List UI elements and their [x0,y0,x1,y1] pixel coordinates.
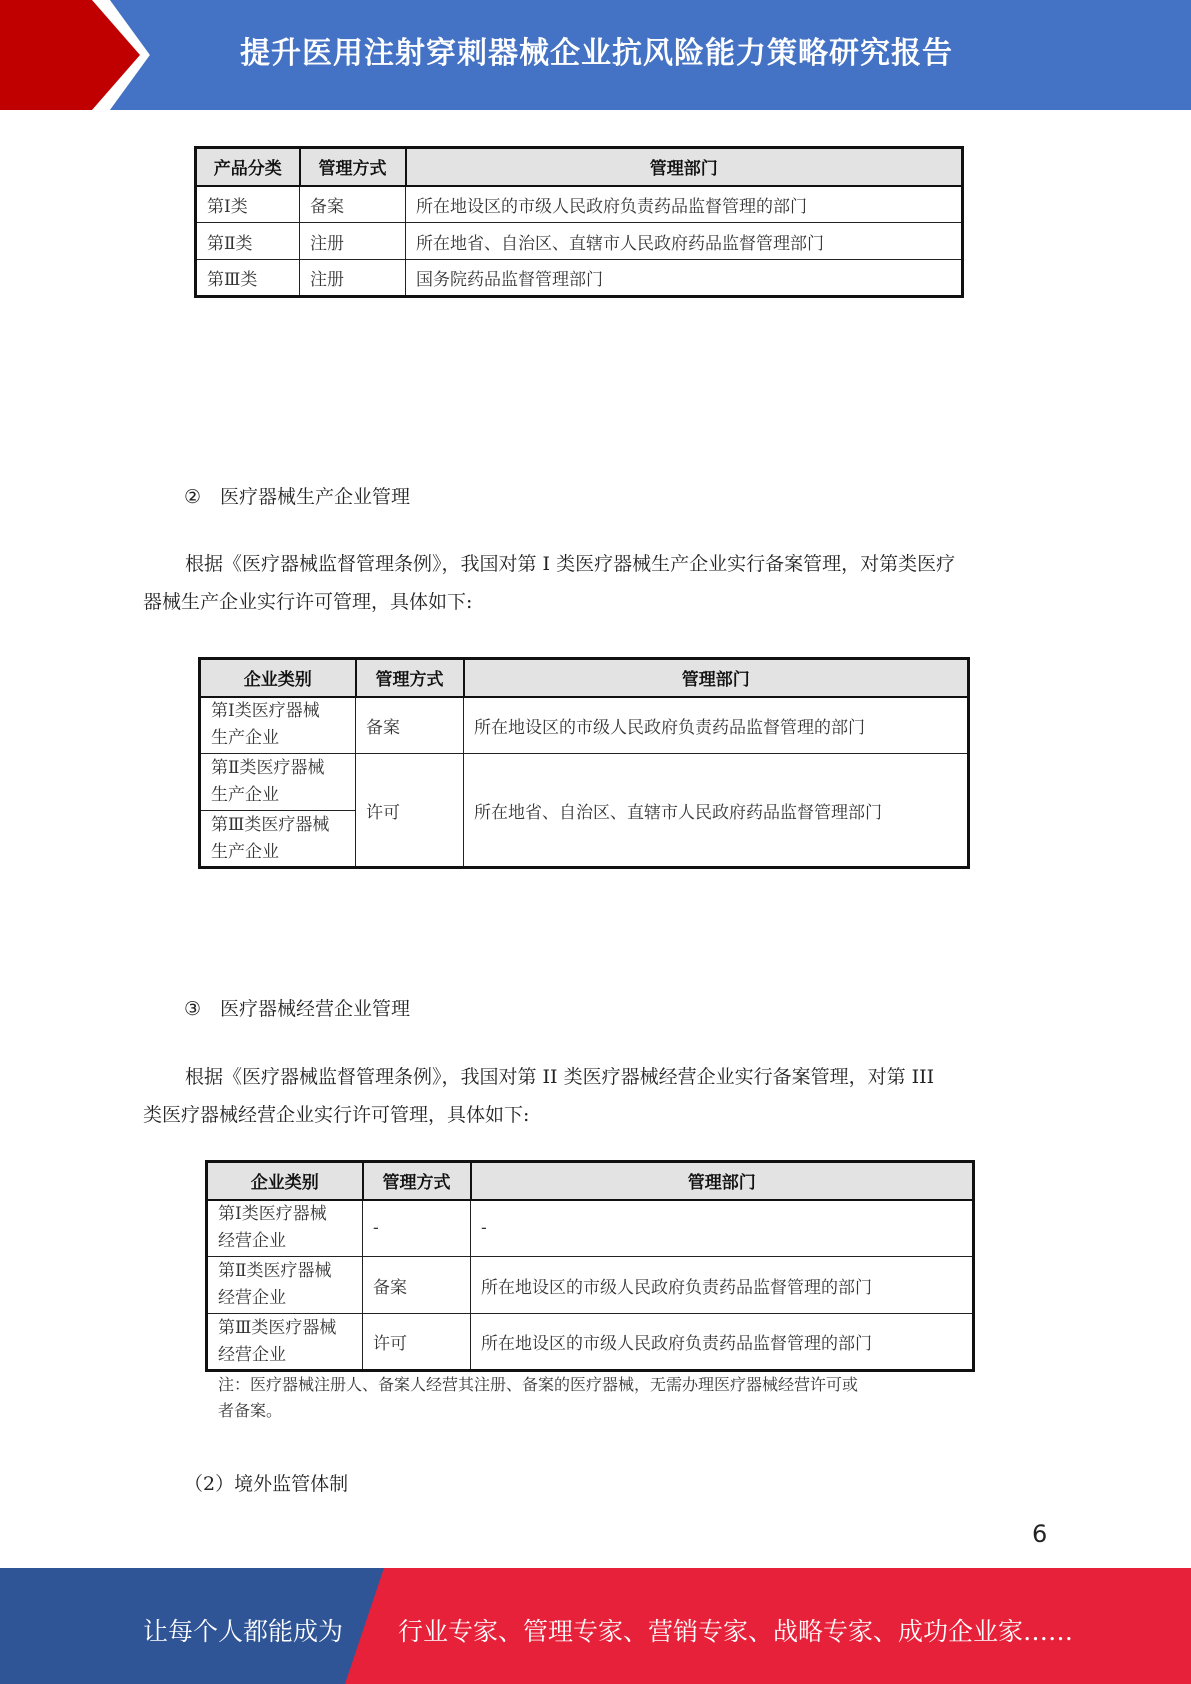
cell-line: 生产企业 [211,728,279,749]
table-cell [207,1314,363,1371]
product-class-table [194,146,964,298]
section-title: 医疗器械经营企业管理 [220,998,411,1020]
table-cell: 所在地设区的市级人民政府负责药品监督管理的部门 [406,186,963,223]
table-cell: 所在地设区的市级人民政府负责药品监督管理的部门 [471,1314,974,1371]
cell-line: 第Ⅲ类医疗器械 [218,1317,337,1338]
section-heading-production [184,482,410,509]
table-row [196,186,963,223]
report-title: 提升医用注射穿刺器械企业抗风险能力策略研究报告 [240,36,953,71]
footer-slogan-right: 行业专家、管理专家、营销专家、战略专家、成功企业家…… [398,1617,1074,1646]
table-row [207,1314,974,1371]
paragraph-line: 类医疗器械经营企业实行许可管理，具体如下: [143,1104,530,1126]
table-cell: 备案 [363,1257,471,1314]
table-cell: 注册 [300,223,406,260]
cell-line: 经营企业 [218,1344,286,1365]
table-cell: 第Ⅱ类 [196,223,300,260]
section-title: 医疗器械生产企业管理 [220,486,411,508]
table-cell [207,1200,363,1257]
table-cell [200,811,356,868]
cell-line: 第Ⅱ类医疗器械 [211,758,325,778]
table-cell [200,754,356,811]
table-cell: 所在地设区的市级人民政府负责药品监督管理的部门 [471,1257,974,1314]
table-note [218,1372,978,1424]
table-cell [200,697,356,754]
table-cell: 所在地省、自治区、直辖市人民政府药品监督管理部门 [406,223,963,260]
table-row [200,754,969,811]
section-number: ③ [184,998,202,1020]
column-header: 企业类别 [207,1162,363,1200]
cell-line: 第Ⅰ类医疗器械 [211,701,320,722]
column-header: 管理方式 [363,1162,471,1200]
section-heading-overseas: （2）境外监管体制 [184,1473,349,1495]
production-enterprise-table [198,657,970,869]
column-header: 管理部门 [464,659,969,697]
column-header: 管理部门 [471,1162,974,1200]
column-header: 企业类别 [200,659,356,697]
table-cell: 许可 [363,1314,471,1371]
note-line: 注：医疗器械注册人、备案人经营其注册、备案的医疗器械，无需办理医疗器械经营许可或 [218,1375,859,1394]
column-header: 管理部门 [406,148,963,186]
distribution-enterprise-table [205,1160,975,1372]
paragraph-line: 根据《医疗器械监督管理条例》，我国对第 II 类医疗器械经营企业实行备案管理，对第 III [185,1066,935,1088]
footer-slogan-left: 让每个人都能成为 [143,1617,344,1646]
table-row [196,260,963,297]
cell-line: 生产企业 [211,841,279,862]
table-cell: 第Ⅰ类 [196,186,300,223]
table-cell: 所在地设区的市级人民政府负责药品监督管理的部门 [464,697,969,754]
table-cell: - [363,1200,471,1257]
cell-line: 第Ⅰ类医疗器械 [218,1204,327,1225]
production-paragraph [143,545,1063,621]
page-number: 6 [1032,1520,1048,1548]
column-header: 管理方式 [356,659,464,697]
table-cell: 所在地省、自治区、直辖市人民政府药品监督管理部门 [464,754,969,868]
page-header [0,0,1191,110]
section-heading-distribution [184,994,410,1021]
cell-line: 生产企业 [211,785,279,805]
table-row [207,1257,974,1314]
table-cell: 国务院药品监督管理部门 [406,260,963,297]
paragraph-line: 根据《医疗器械监督管理条例》，我国对第 I 类医疗器械生产企业实行备案管理，对第类医疗 [185,553,956,575]
table-row [200,697,969,754]
table-header-row [207,1162,974,1200]
table-cell: 注册 [300,260,406,297]
cell-line: 经营企业 [218,1288,286,1308]
table-header-row [196,148,963,186]
distribution-paragraph [143,1058,1063,1134]
paragraph-line: 器械生产企业实行许可管理，具体如下: [143,591,473,613]
cell-line: 第Ⅲ类医疗器械 [211,814,330,835]
column-header: 产品分类 [196,148,300,186]
table-cell: 许可 [356,754,464,868]
cell-line: 经营企业 [218,1231,286,1252]
table-cell: 备案 [356,697,464,754]
cell-line: 第Ⅱ类医疗器械 [218,1261,332,1281]
table-cell: 第Ⅲ类 [196,260,300,297]
column-header: 管理方式 [300,148,406,186]
table-cell: - [471,1200,974,1257]
table-header-row [200,659,969,697]
table-row [196,223,963,260]
table-row [207,1200,974,1257]
table-cell: 备案 [300,186,406,223]
section-number: ② [184,486,202,508]
page-footer [0,1568,1191,1684]
table-cell [207,1257,363,1314]
note-line: 者备案。 [218,1401,283,1420]
